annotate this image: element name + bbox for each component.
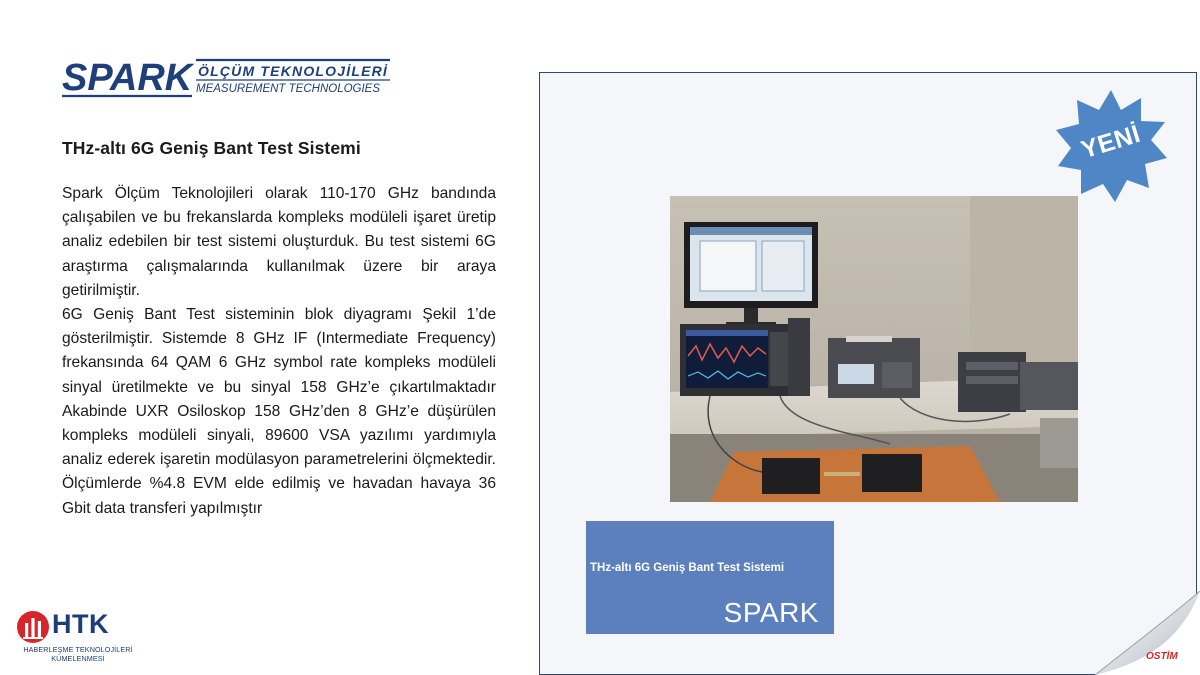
paragraph: Spark Ölçüm Teknolojileri olarak 110-170 GHz bandında çalışabilen ve bu frekanslarda kompleks modüleli işaret üretip analiz edebilen bir test sistemi oluşturduk. Bu test sistemi 6G araştırma çalışmalarında kullanılmak üzere bir araya getirilmiştir. (62, 185, 496, 299)
htk-sub-line2: KÜMELENMESİ (51, 654, 105, 663)
paragraph: 6G Geniş Bant Test sisteminin blok diyagramı Şekil 1’de gösterilmiştir. Sistemde 8 GHz IF (Intermediate Frequency) frekansında 64 QAM 6 GHz symbol rate kompleks modüleli sinyal üretilmekte ve bu sinyal 158 GHz’e çıkartılmaktadır Akabinde UXR Osiloskop 158 GHz’den 8 GHz’e düşürülen kompleks modüleli sinyali, 89600 VSA yazılımı yardımıyla analiz ederek işaretin modülasyon parametrelerini ölçmektedir. Ölçümlerde %4.8 EVM elde edilmiş ve havadan havaya 36 Gbit data transferi yapılmıştır (62, 306, 496, 517)
logo-brand: SPARK (62, 57, 193, 99)
lab-setup-photo (670, 196, 1078, 502)
caption-brand: SPARK (723, 597, 819, 628)
htk-word: HTK (52, 609, 109, 639)
new-badge (1053, 88, 1169, 206)
ostim-logo: OSTİM (1146, 651, 1178, 662)
page-curl-icon (1095, 591, 1200, 675)
spark-logo (62, 56, 392, 100)
htk-mark-icon (16, 610, 50, 644)
htk-sub-line1: HABERLEŞME TEKNOLOJİLERİ (23, 645, 133, 654)
caption-title: THz-altı 6G Geniş Bant Test Sistemi (590, 562, 785, 574)
badge-label: YENİ (1077, 119, 1144, 165)
caption-box (586, 521, 834, 634)
logo-line2: MEASUREMENT TECHNOLOGIES (196, 83, 381, 95)
page-title: THz-altı 6G Geniş Bant Test Sistemi (62, 138, 361, 158)
htk-subtitle (16, 645, 140, 663)
htk-logo (16, 608, 136, 666)
logo-line1: ÖLÇÜM TEKNOLOJİLERİ (198, 63, 389, 79)
body-text (62, 182, 496, 521)
